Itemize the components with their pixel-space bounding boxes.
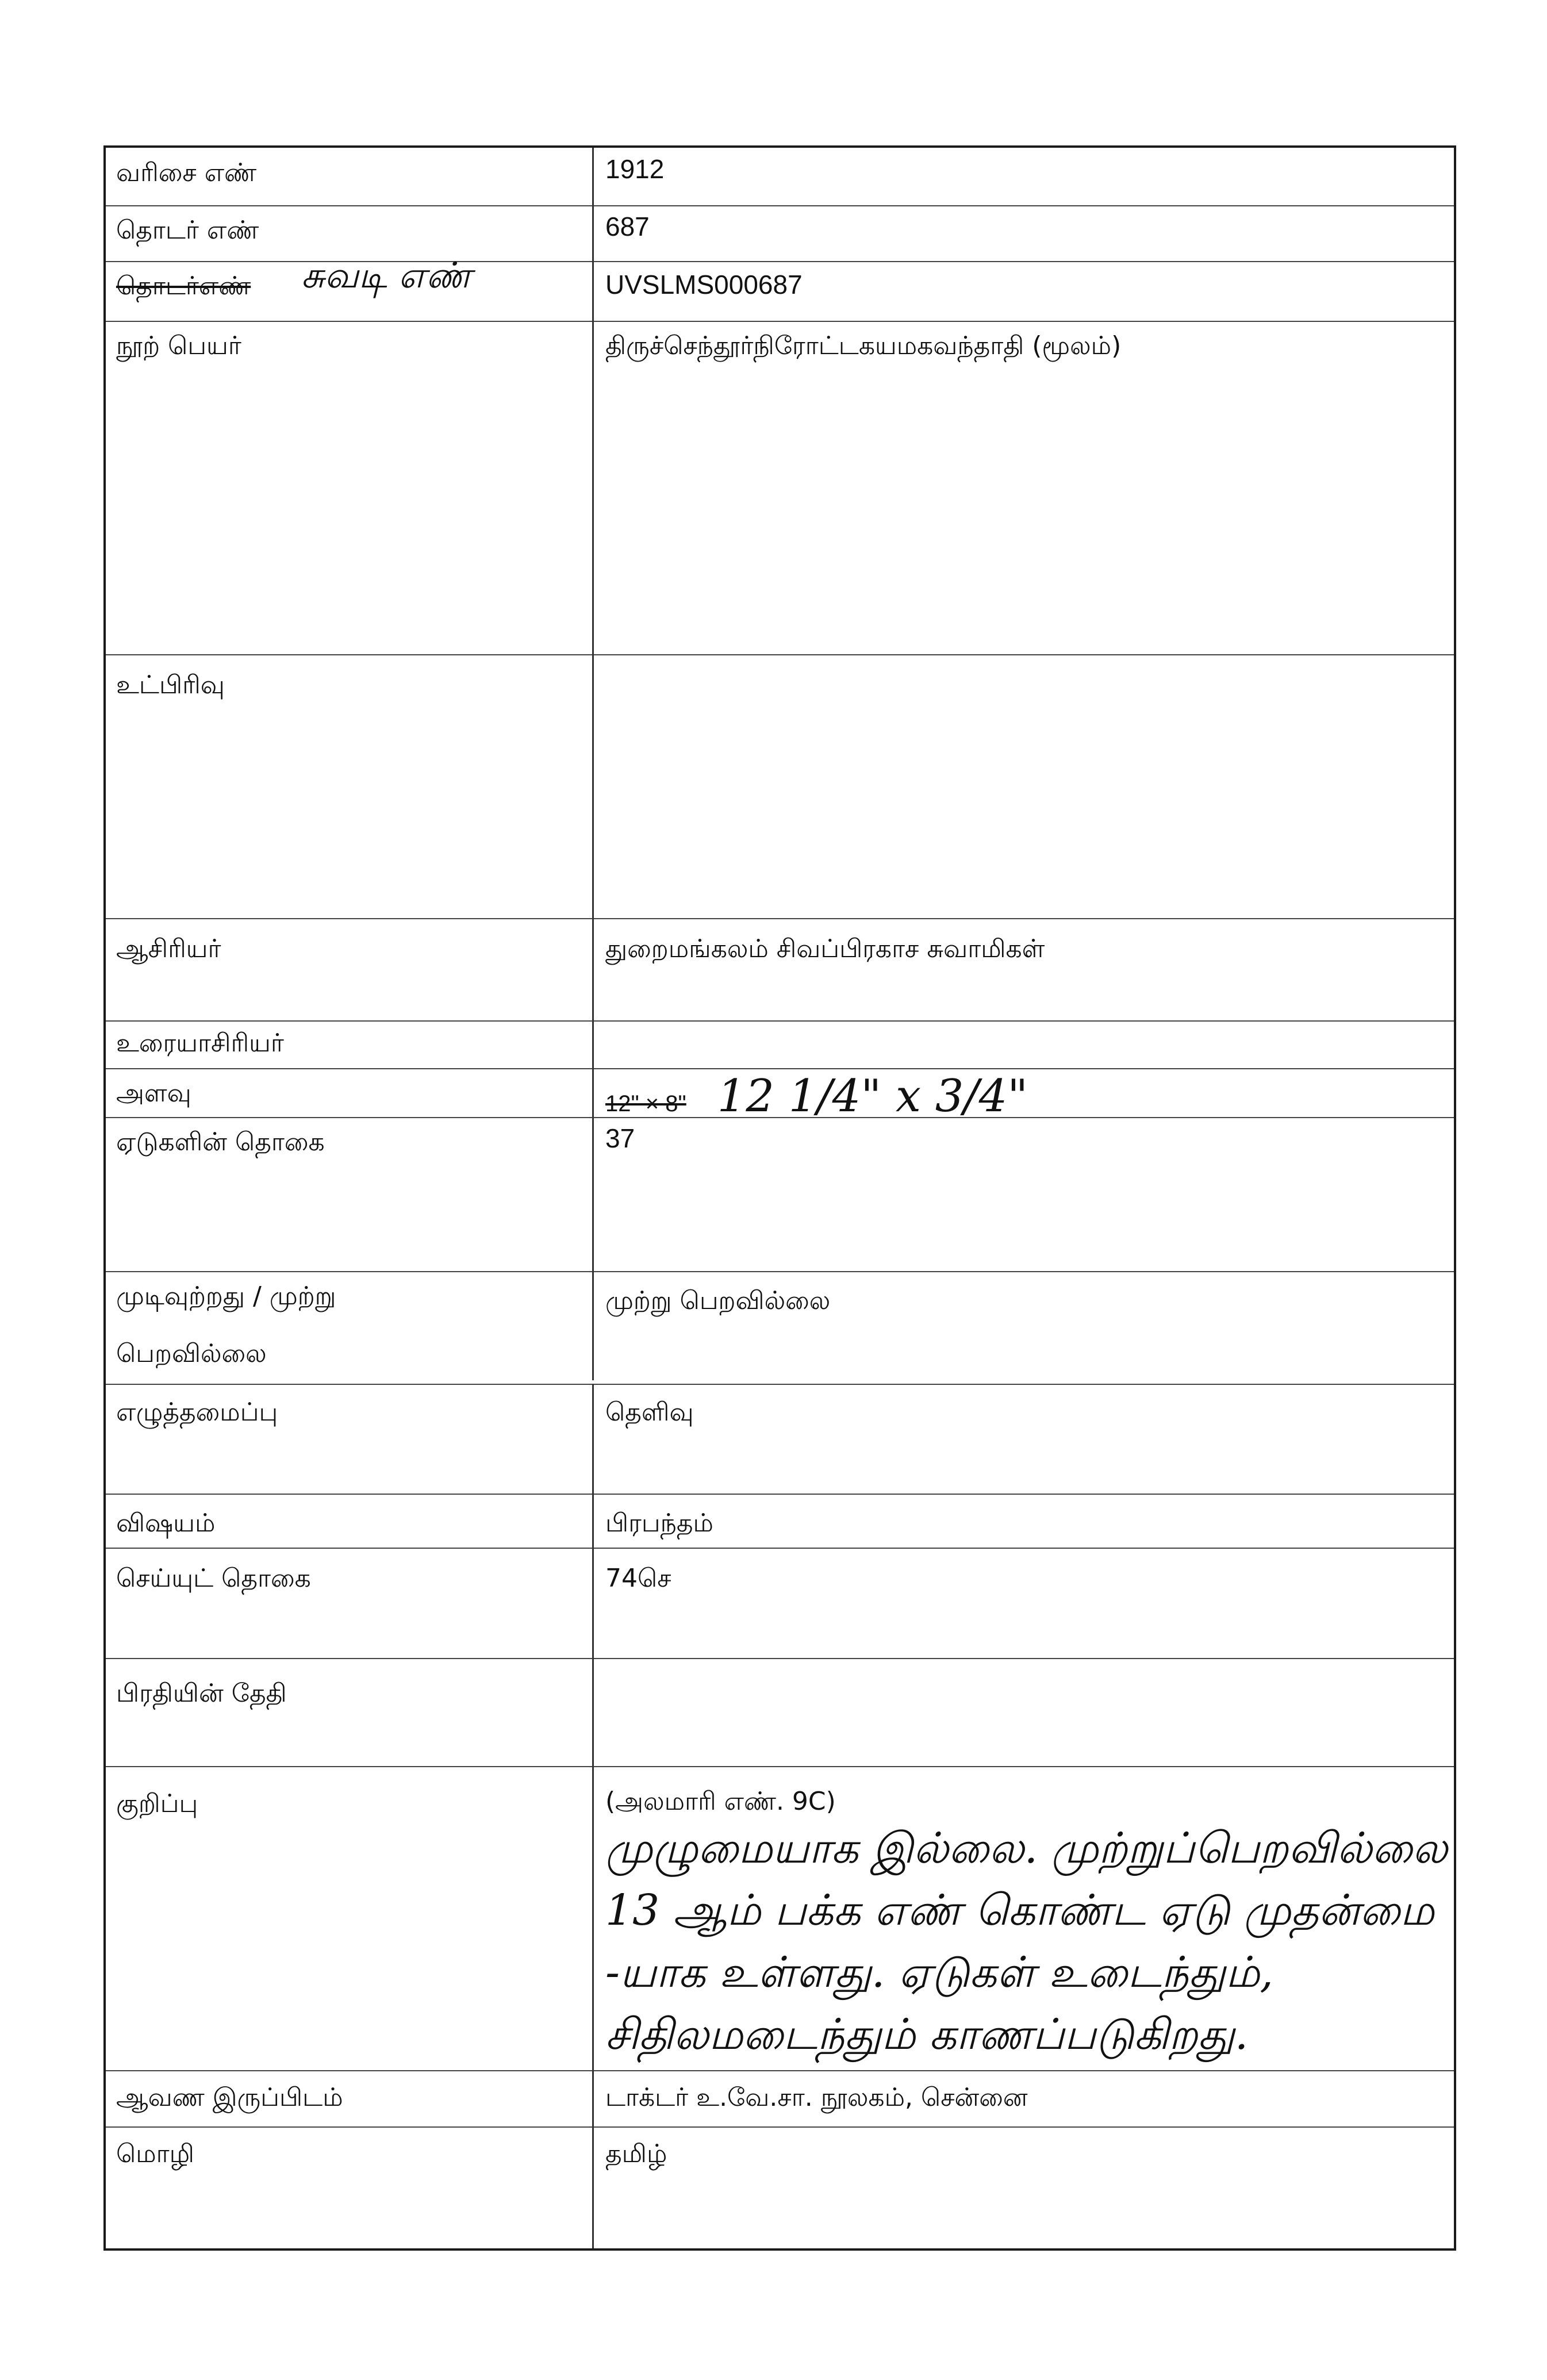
verse-count-value: 74செ xyxy=(605,1564,671,1593)
table-row xyxy=(106,2070,1454,2128)
catalog-table xyxy=(103,145,1456,2251)
table-row xyxy=(106,321,1454,655)
leaf-count-label: ஏடுகளின் தொகை xyxy=(106,1117,594,1271)
table-row xyxy=(106,254,1454,322)
subject-label: விஷயம் xyxy=(106,1494,594,1548)
leaf-count-value: 37 xyxy=(605,1123,635,1153)
table-row xyxy=(106,1766,1454,2071)
copy-date-label: பிரதியின் தேதி xyxy=(106,1658,594,1766)
shelf-number: (அலமாரி எண். 9C) xyxy=(605,1787,836,1816)
table-row xyxy=(106,1271,1454,1385)
table-row xyxy=(106,1658,1454,1767)
title-value: திருச்செந்தூர்நிரோட்டகயமகவந்தாதி (மூலம்) xyxy=(605,331,1122,360)
completion-value: முற்று பெறவில்லை xyxy=(605,1286,831,1315)
table-row xyxy=(106,1020,1454,1069)
table-row xyxy=(106,918,1454,1022)
commentator-value xyxy=(594,1020,1454,1068)
series-number-label: தொடர் எண் xyxy=(106,205,594,261)
subdivision-value xyxy=(594,654,1454,918)
manuscript-number-label xyxy=(106,254,594,321)
verse-count-label: செய்யுட் தொகை xyxy=(106,1548,594,1658)
language-value: தமிழ் xyxy=(605,2139,667,2168)
script-value: தெளிவு xyxy=(605,1398,694,1427)
script-label: எழுத்தமைப்பு xyxy=(106,1384,594,1494)
size-value xyxy=(594,1068,1454,1122)
notes-value xyxy=(594,1766,1454,2070)
handwritten-note-line: முழுமையாக இல்லை. முற்றுப்பெறவில்லை xyxy=(605,1824,1448,1873)
table-row xyxy=(106,1117,1454,1272)
struck-label: தொடர்எண் xyxy=(116,272,251,300)
table-row xyxy=(106,148,1454,206)
handwritten-size: 12 1/4" x 3/4" xyxy=(717,1070,1028,1122)
language-label: மொழி xyxy=(106,2126,594,2248)
manuscript-number-value: UVSLMS000687 xyxy=(605,270,803,300)
handwritten-note-line: சிதிலமடைந்தும் காணப்படுகிறது. xyxy=(605,2010,1249,2059)
size-label: அளவு xyxy=(106,1068,594,1117)
repository-value: டாக்டர் உ.வே.சா. நூலகம், சென்னை xyxy=(605,2083,1028,2112)
table-row xyxy=(106,1494,1454,1549)
handwritten-note-line: -யாக உள்ளது. ஏடுகள் உடைந்தும், xyxy=(605,1948,1273,1997)
completion-label: முடிவுற்றது / முற்று பெறவில்லை xyxy=(106,1268,594,1380)
title-label: நூற் பெயர் xyxy=(106,321,594,654)
serial-number-label: வரிசை எண் xyxy=(106,148,594,205)
table-row xyxy=(106,1068,1454,1122)
handwritten-note-line: 13 ஆம் பக்க எண் கொண்ட ஏடு முதன்மை xyxy=(605,1886,1435,1935)
commentator-label: உரையாசிரியர் xyxy=(106,1020,594,1068)
subdivision-label: உட்பிரிவு xyxy=(106,654,594,918)
copy-date-value xyxy=(594,1658,1454,1766)
author-value: துறைமங்கலம் சிவப்பிரகாச சுவாமிகள் xyxy=(605,934,1045,963)
table-row xyxy=(106,2126,1454,2248)
table-row xyxy=(106,1384,1454,1495)
notes-label: குறிப்பு xyxy=(106,1766,594,2070)
table-row xyxy=(106,654,1454,919)
repository-label: ஆவண இருப்பிடம் xyxy=(106,2070,594,2126)
table-row xyxy=(106,1548,1454,1659)
handwritten-label: சுவடி எண் xyxy=(301,254,472,296)
author-label: ஆசிரியர் xyxy=(106,918,594,1020)
serial-number-value: 1912 xyxy=(605,154,665,184)
series-number-value: 687 xyxy=(605,212,650,241)
subject-value: பிரபந்தம் xyxy=(605,1508,713,1538)
struck-size: 12" × 8" xyxy=(605,1091,686,1116)
